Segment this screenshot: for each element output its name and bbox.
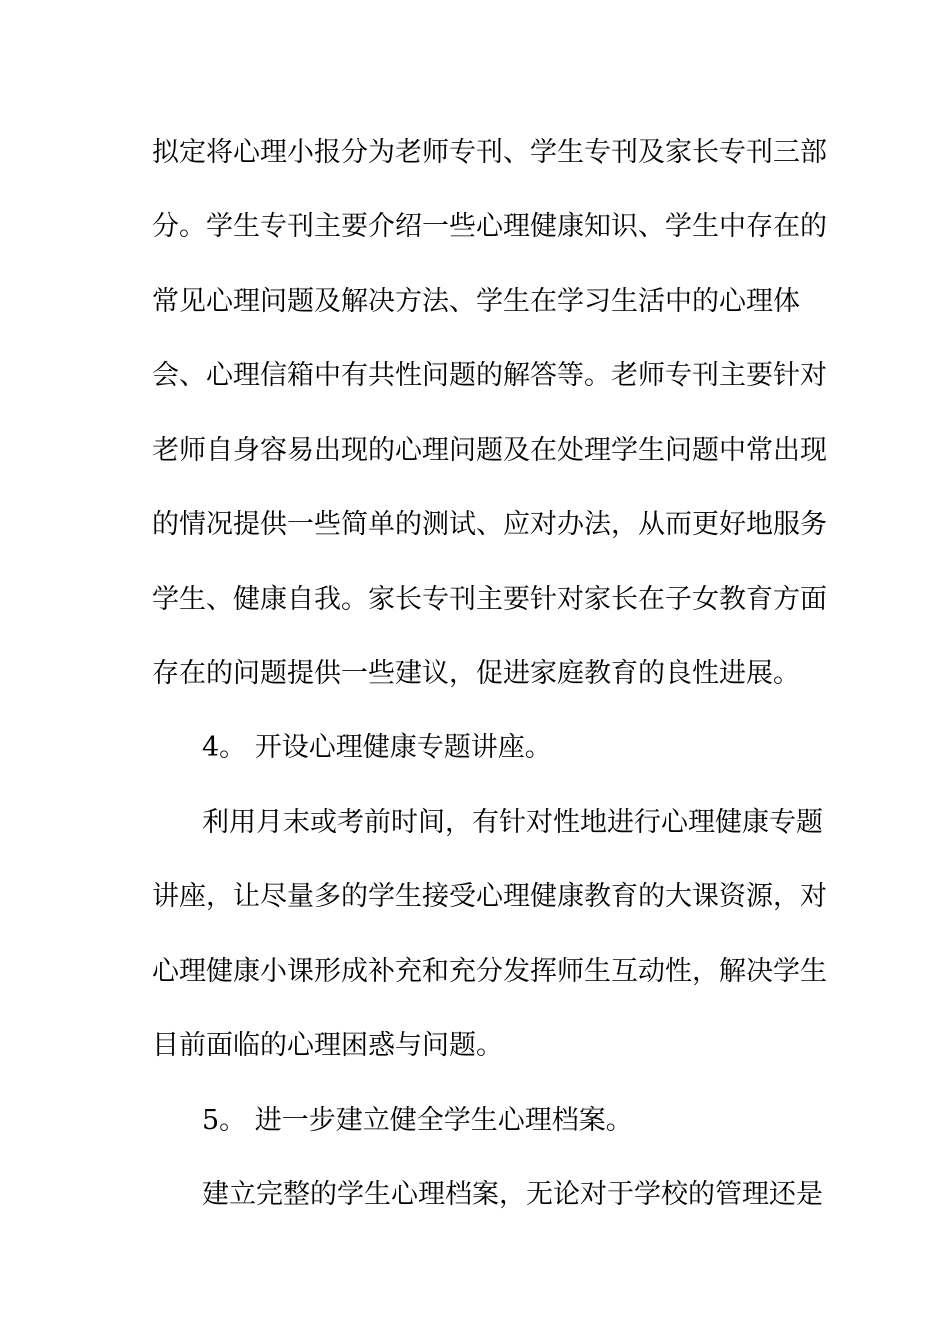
text-line: 心理健康小课形成补充和充分发挥师生互动性，解决学生: [152, 956, 827, 987]
text-line: 存在的问题提供一些建议，促进家庭教育的良性进展。: [152, 658, 800, 689]
text-line: 学生、健康自我。家长专刊主要针对家长在子女教育方面: [152, 584, 827, 615]
section-heading: 4。 开设心理健康专题讲座。: [202, 732, 552, 763]
text-line: 建立完整的学生心理档案，无论对于学校的管理还是: [202, 1179, 823, 1210]
text-line: 分。学生专刊主要介绍一些心理健康知识、学生中存在的: [152, 211, 827, 242]
text-line: 讲座，让尽量多的学生接受心理健康教育的大课资源，对: [152, 881, 827, 912]
text-line: 利用月末或考前时间，有针对性地进行心理健康专题: [202, 807, 823, 838]
text-line: 常见心理问题及解决方法、学生在学习生活中的心理体: [152, 286, 800, 317]
text-line: 老师自身容易出现的心理问题及在处理学生问题中常出现: [152, 435, 827, 466]
text-line: 目前面临的心理困惑与问题。: [152, 1030, 503, 1061]
text-line: 会、心理信箱中有共性问题的解答等。老师专刊主要针对: [152, 360, 827, 391]
text-line: 拟定将心理小报分为老师专刊、学生专刊及家长专刊三部: [152, 137, 827, 168]
section-heading: 5。 进一步建立健全学生心理档案。: [202, 1105, 633, 1136]
text-line: 的情况提供一些简单的测试、应对办法，从而更好地服务: [152, 509, 827, 540]
